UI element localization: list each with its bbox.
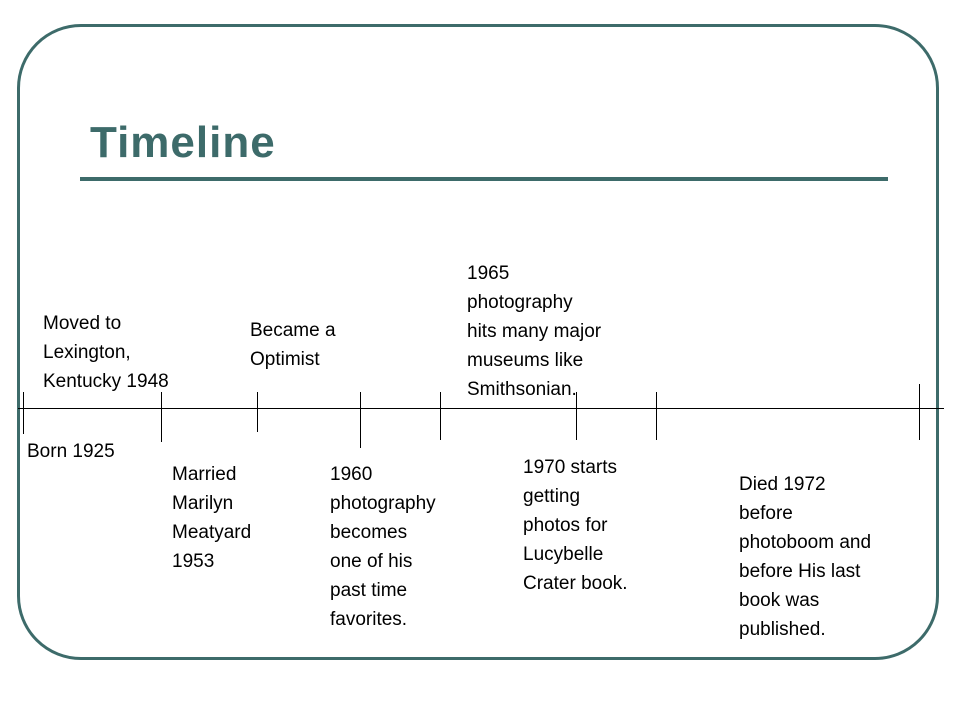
event-died-1972: Died 1972 before photoboom and before His last book was published. — [739, 474, 872, 640]
title-underline — [80, 177, 888, 181]
slide-title: Timeline — [90, 118, 276, 167]
timeline-tick-1960 — [440, 392, 441, 440]
timeline-axis — [18, 408, 944, 409]
event-optimist: Became a Optimist — [250, 320, 336, 370]
timeline-tick-born — [23, 392, 24, 434]
event-moved-lexington: Moved to Lexington, Kentucky 1948 — [43, 313, 169, 392]
event-1960: 1960 photography becomes one of his past time favorites. — [330, 464, 436, 630]
timeline-tick-1972 — [919, 384, 920, 440]
event-married: Married Marilyn Meatyard 1953 — [172, 464, 252, 572]
event-1965: 1965 photography hits many major museums like Smithsonian. — [467, 263, 602, 400]
event-1970: 1970 starts getting photos for Lucybelle Crater book. — [523, 457, 628, 594]
timeline-tick-optimist — [360, 392, 361, 448]
timeline-tick-1970 — [656, 392, 657, 440]
timeline-tick-married — [257, 392, 258, 432]
event-born: Born 1925 — [27, 441, 115, 462]
timeline-tick-moved — [161, 392, 162, 442]
